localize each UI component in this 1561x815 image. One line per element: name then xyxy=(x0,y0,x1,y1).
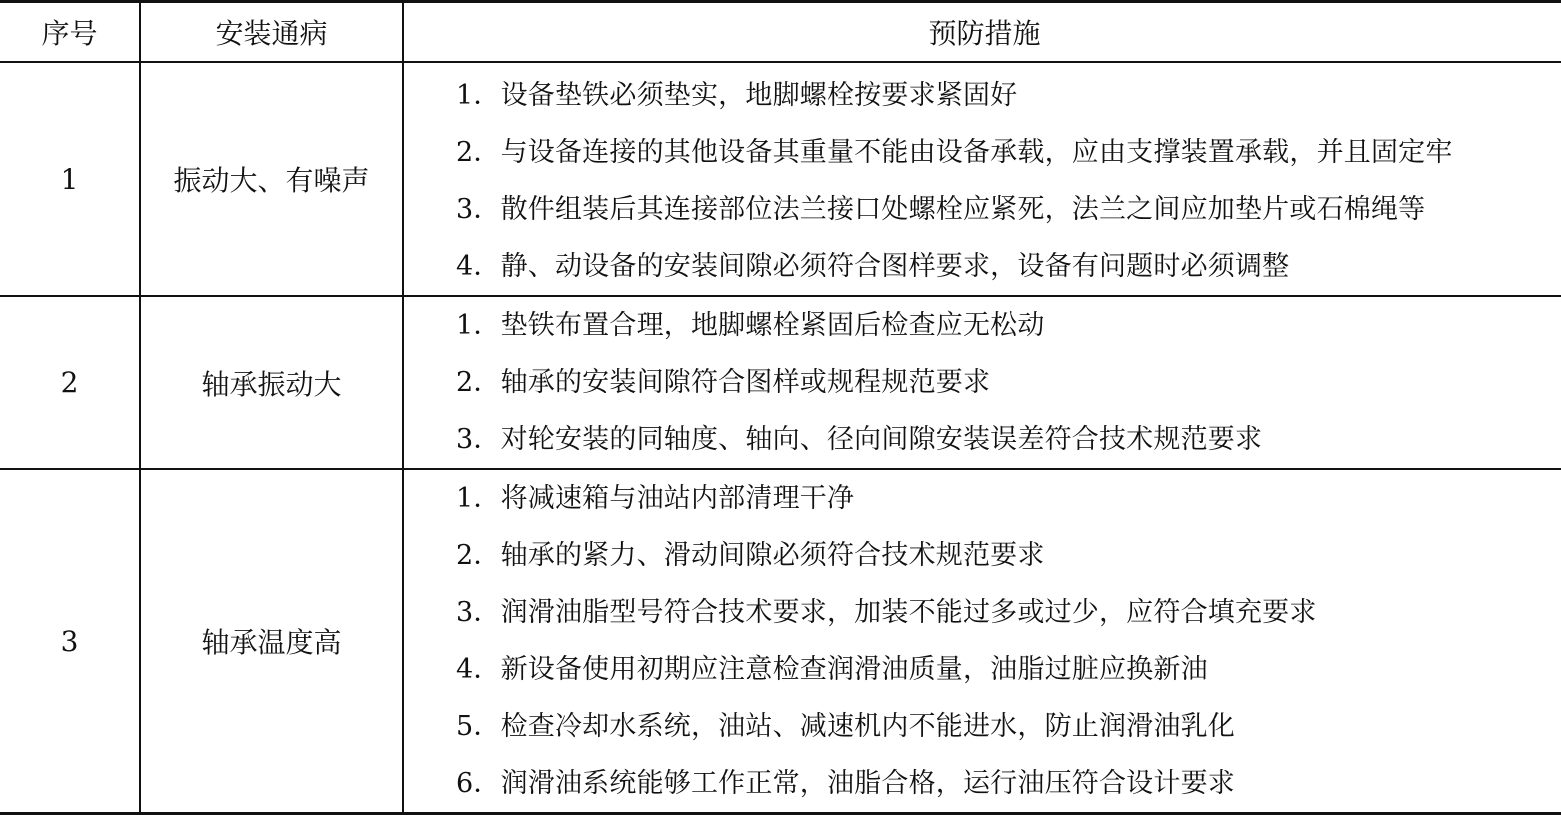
issue-cell: 轴承温度高 xyxy=(140,469,403,814)
measure-item: 2．轴承的安装间隙符合图样或规程规范要求 xyxy=(456,367,991,398)
measure-list xyxy=(404,63,1561,295)
measure-item: 1．设备垫铁必须垫实，地脚螺栓按要求紧固好 xyxy=(456,80,1018,111)
issue-cell: 轴承振动大 xyxy=(140,296,403,469)
table-body xyxy=(0,62,1561,814)
measure-item: 4．静、动设备的安装间隙必须符合图样要求，设备有问题时必须调整 xyxy=(456,251,1290,282)
table-row xyxy=(0,296,1561,469)
header-row xyxy=(0,2,1561,63)
measure-item: 5．检查冷却水系统，油站、减速机内不能进水，防止润滑油乳化 xyxy=(456,711,1235,742)
measure-item: 3．散件组装后其连接部位法兰接口处螺栓应紧死，法兰之间应加垫片或石棉绳等 xyxy=(456,194,1426,225)
measure-list xyxy=(404,297,1561,468)
header-prevention-measures: 预防措施 xyxy=(403,2,1561,63)
measures-cell xyxy=(403,296,1561,469)
measure-item: 3．润滑油脂型号符合技术要求，加装不能过多或过少，应符合填充要求 xyxy=(456,597,1317,628)
issue-cell: 振动大、有噪声 xyxy=(140,62,403,296)
table-row xyxy=(0,62,1561,296)
measure-item: 2．轴承的紧力、滑动间隙必须符合技术规范要求 xyxy=(456,540,1045,571)
measure-item: 2．与设备连接的其他设备其重量不能由设备承载，应由支撑装置承载，并且固定牢 xyxy=(456,137,1453,168)
serial-number-cell: 3 xyxy=(0,469,140,814)
measure-list xyxy=(404,470,1561,812)
measure-item: 6．润滑油系统能够工作正常，油脂合格，运行油压符合设计要求 xyxy=(456,768,1235,799)
serial-number-cell: 2 xyxy=(0,296,140,469)
measure-item: 4．新设备使用初期应注意检查润滑油质量，油脂过脏应换新油 xyxy=(456,654,1208,685)
measures-cell xyxy=(403,469,1561,814)
header-installation-issue: 安装通病 xyxy=(140,2,403,63)
measure-item: 1．垫铁布置合理，地脚螺栓紧固后检查应无松动 xyxy=(456,310,1045,341)
serial-number-cell: 1 xyxy=(0,62,140,296)
table-row xyxy=(0,469,1561,814)
header-serial-number: 序号 xyxy=(0,2,140,63)
measure-item: 3．对轮安装的同轴度、轴向、径向间隙安装误差符合技术规范要求 xyxy=(456,424,1263,455)
measure-item: 1．将减速箱与油站内部清理干净 xyxy=(456,483,855,514)
table-header xyxy=(0,2,1561,63)
measures-cell xyxy=(403,62,1561,296)
